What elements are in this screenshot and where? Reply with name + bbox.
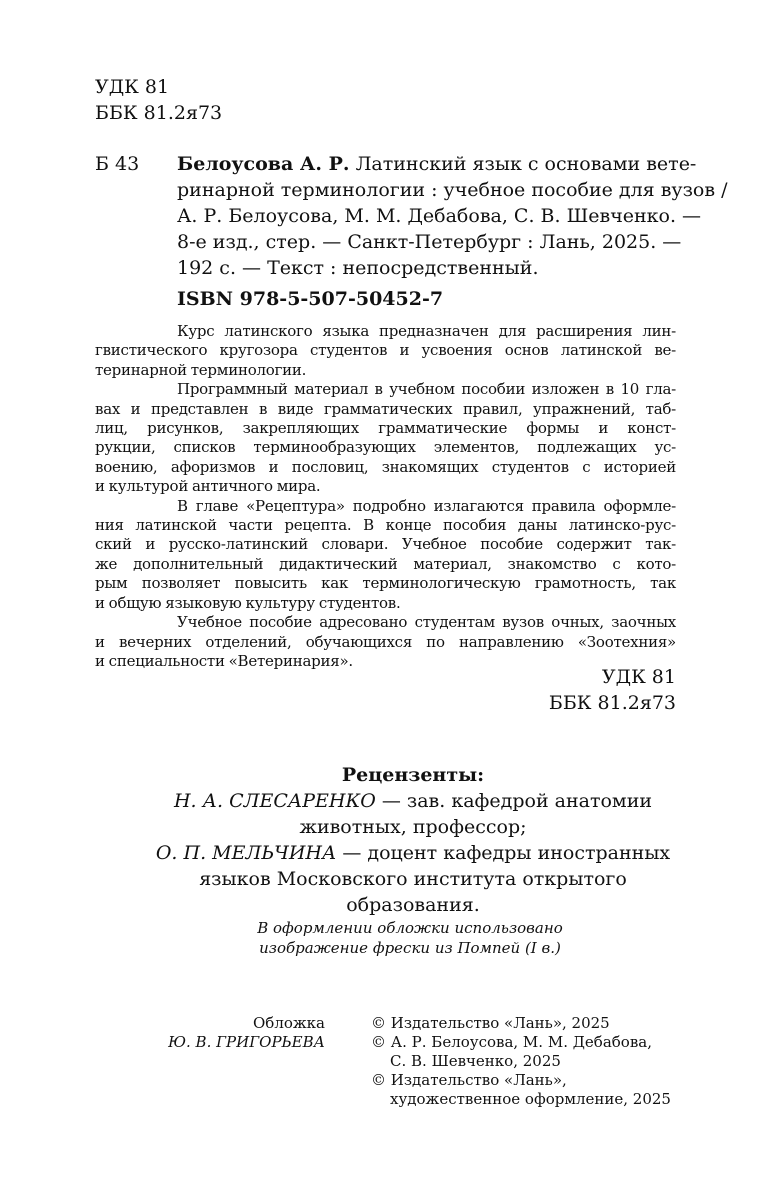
- abstract-line: и общую языковую культуру студентов.: [95, 593, 401, 612]
- udk-code: УДК 81: [601, 666, 676, 688]
- abstract-line: теринарной терминологии.: [95, 360, 307, 379]
- bbk-code: ББК 81.2я73: [95, 102, 223, 124]
- isbn: ISBN 978-5-507-50452-7: [177, 288, 444, 310]
- classification-bottom: [500, 664, 676, 716]
- abstract-line: Программный материал в учебном пособии изложен в 10 гла-: [177, 380, 676, 399]
- bib-line: Белоусова А. Р. Латинский язык с основами вете-: [177, 153, 697, 175]
- cover-note: В оформлении обложки использовано изображение фрески из Помпей (I в.): [257, 919, 563, 957]
- reviewer-1-name: Н. А. СЛЕСАРЕНКО: [173, 790, 376, 812]
- abstract-line: Учебное пособие адресовано студентам вузов очных, заочных: [177, 613, 676, 632]
- abstract-line: же дополнительный дидактический материал, знакомство с кото-: [95, 554, 676, 573]
- cover-credit: [120, 1014, 325, 1052]
- classification-top: [95, 74, 222, 126]
- reviewer-2-position: языков Московского института открытого образования.: [199, 868, 627, 916]
- copyright-block: [371, 1014, 681, 1109]
- copyright-line: © Издательство «Лань»,: [371, 1071, 567, 1089]
- copyright-line: © Издательство «Лань», 2025: [371, 1014, 610, 1032]
- abstract-line: В главе «Рецептура» подробно излагаются правила оформле-: [177, 496, 676, 515]
- bibliographic-record: [95, 151, 728, 281]
- abstract: [95, 322, 676, 671]
- reviewer-2-name: О. П. МЕЛЬЧИНА: [155, 842, 337, 864]
- abstract-line: ния латинской части рецепта. В конце пособия даны латинско-рус-: [95, 516, 676, 535]
- bib-line: ринарной терминологии : учебное пособие для вузов /: [177, 179, 728, 201]
- abstract-line: и специальности «Ветеринария».: [95, 651, 353, 670]
- bib-line: А. Р. Белоусова, М. М. Дебабова, С. В. Шевченко. —: [177, 205, 702, 227]
- abstract-line: рым позволяет повысить как терминологическую грамотность, так: [95, 574, 676, 593]
- abstract-line: лиц, рисунков, закрепляющих грамматические формы и конст-: [95, 419, 676, 438]
- udk-code: УДК 81: [95, 76, 170, 98]
- abstract-line: воению, афоризмов и пословиц, знакомящих студентов с историей: [95, 457, 676, 476]
- reviewer-1-position: животных, профессор;: [299, 816, 527, 838]
- abstract-line: рукции, списков терминообразующих элементов, подлежащих ус-: [95, 438, 676, 457]
- author-sign: Б 43: [95, 153, 140, 175]
- bib-line: 192 с. — Текст : непосредственный.: [177, 257, 539, 279]
- copyright-line: художественное оформление, 2025: [390, 1090, 671, 1108]
- copyright-line: © А. Р. Белоусова, М. М. Дебабова,: [371, 1033, 652, 1051]
- cover-designer: Ю. В. ГРИГОРЬЕВА: [168, 1033, 325, 1051]
- cover-credit-label: Обложка: [252, 1014, 325, 1032]
- abstract-line: ский и русско-латинский словари. Учебное пособие содержит так-: [95, 535, 676, 554]
- bib-author: Белоусова А. Р.: [177, 153, 350, 175]
- bib-line: 8-е изд., стер. — Санкт-Петербург : Лань, 2025. —: [177, 231, 682, 253]
- bbk-code: ББК 81.2я73: [548, 692, 676, 714]
- reviewer-1: Н. А. СЛЕСАРЕНКО — зав. кафедрой анатомии: [173, 790, 653, 812]
- abstract-line: Курс латинского языка предназначен для расширения лин-: [177, 322, 676, 340]
- abstract-line: гвистического кругозора студентов и усвоения основ латинской ве-: [95, 341, 676, 360]
- abstract-line: вах и представлен в виде грамматических правил, упражнений, таб-: [95, 399, 676, 418]
- bibliographic-description: [177, 151, 728, 281]
- abstract-line: и вечерних отделений, обучающихся по направлению «Зоотехния»: [95, 632, 676, 651]
- abstract-line: и культурой античного мира.: [95, 477, 321, 496]
- reviewers-heading: Рецензенты:: [341, 764, 485, 786]
- reviewers: [150, 762, 676, 918]
- copyright-line: С. В. Шевченко, 2025: [390, 1052, 561, 1070]
- reviewer-2: О. П. МЕЛЬЧИНА — доцент кафедры иностранных: [155, 842, 671, 864]
